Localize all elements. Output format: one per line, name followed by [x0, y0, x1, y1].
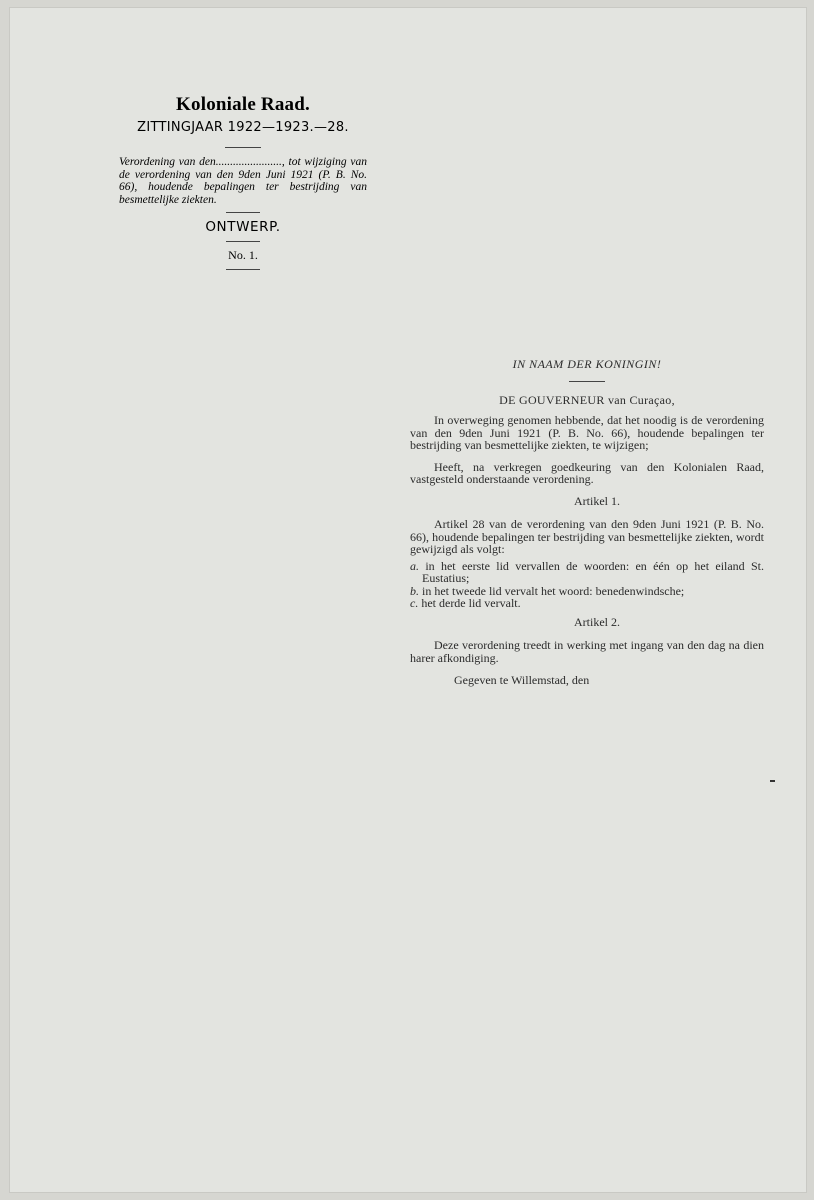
draft-label: ONTWERP.: [205, 219, 281, 235]
article-2-title: Artikel 2.: [574, 614, 620, 629]
list-item-text: in het tweede lid vervalt het woord: benedenwindsche;: [422, 583, 685, 598]
list-item-label: a.: [410, 558, 419, 573]
article-2-text: Deze verordening treedt in werking met ingang van den dag na dien harer afkondiging.: [410, 638, 764, 665]
paper-mark: [770, 780, 775, 782]
ordinance-body: [410, 358, 764, 687]
enactment-paragraph: Heeft, na verkregen goedkeuring van den Kolonialen Raad, vastgesteld onderstaande verordening.: [410, 459, 764, 486]
divider: [569, 381, 605, 382]
divider: [226, 241, 260, 242]
list-item: [410, 560, 764, 585]
ordinance-subject: Verordening van den......................., tot wijziging van de verordening van den 9den Juni 1921 (P. B. No. 66), houdende bepalingen ter bestrijding van besmettelijke ziekten.: [119, 156, 367, 206]
list-item-label: c.: [410, 596, 419, 610]
divider: [226, 212, 260, 213]
article-1-title: Artikel 1.: [574, 493, 620, 508]
list-item: [410, 597, 764, 610]
header-block: [118, 94, 368, 276]
list-item-text: in het eerste lid vervallen de woorden: en één op het eiland St. Eustatius;: [422, 558, 765, 585]
divider: [226, 269, 260, 270]
document-page: [10, 8, 806, 1192]
divider: [225, 147, 261, 148]
session-year: ZITTINGJAAR 1922—1923.—28.: [137, 120, 349, 135]
council-title: Koloniale Raad.: [176, 94, 310, 115]
given-at-line: Gegeven te Willemstad, den: [454, 673, 590, 687]
invocation: IN NAAM DER KONINGIN!: [512, 357, 662, 371]
list-item-label: b.: [410, 583, 419, 598]
article-1-text: Artikel 28 van de verordening van den 9den Juni 1921 (P. B. No. 66), houdende bepalingen ter bestrijding van besmettelijke ziekten, wordt gewijzigd als volgt:: [410, 517, 764, 556]
governor-line: DE GOUVERNEUR van Curaçao,: [499, 392, 675, 407]
list-item-text: het derde lid vervalt.: [421, 596, 521, 610]
draft-number: No. 1.: [228, 248, 258, 262]
consideration-paragraph: In overweging genomen hebbende, dat het noodig is de verordening van den 9den Juni 1921 (P. B. No. 66), houdende bepalingen ter bestrijding van besmettelijke ziekten, te wijzigen;: [410, 413, 764, 452]
